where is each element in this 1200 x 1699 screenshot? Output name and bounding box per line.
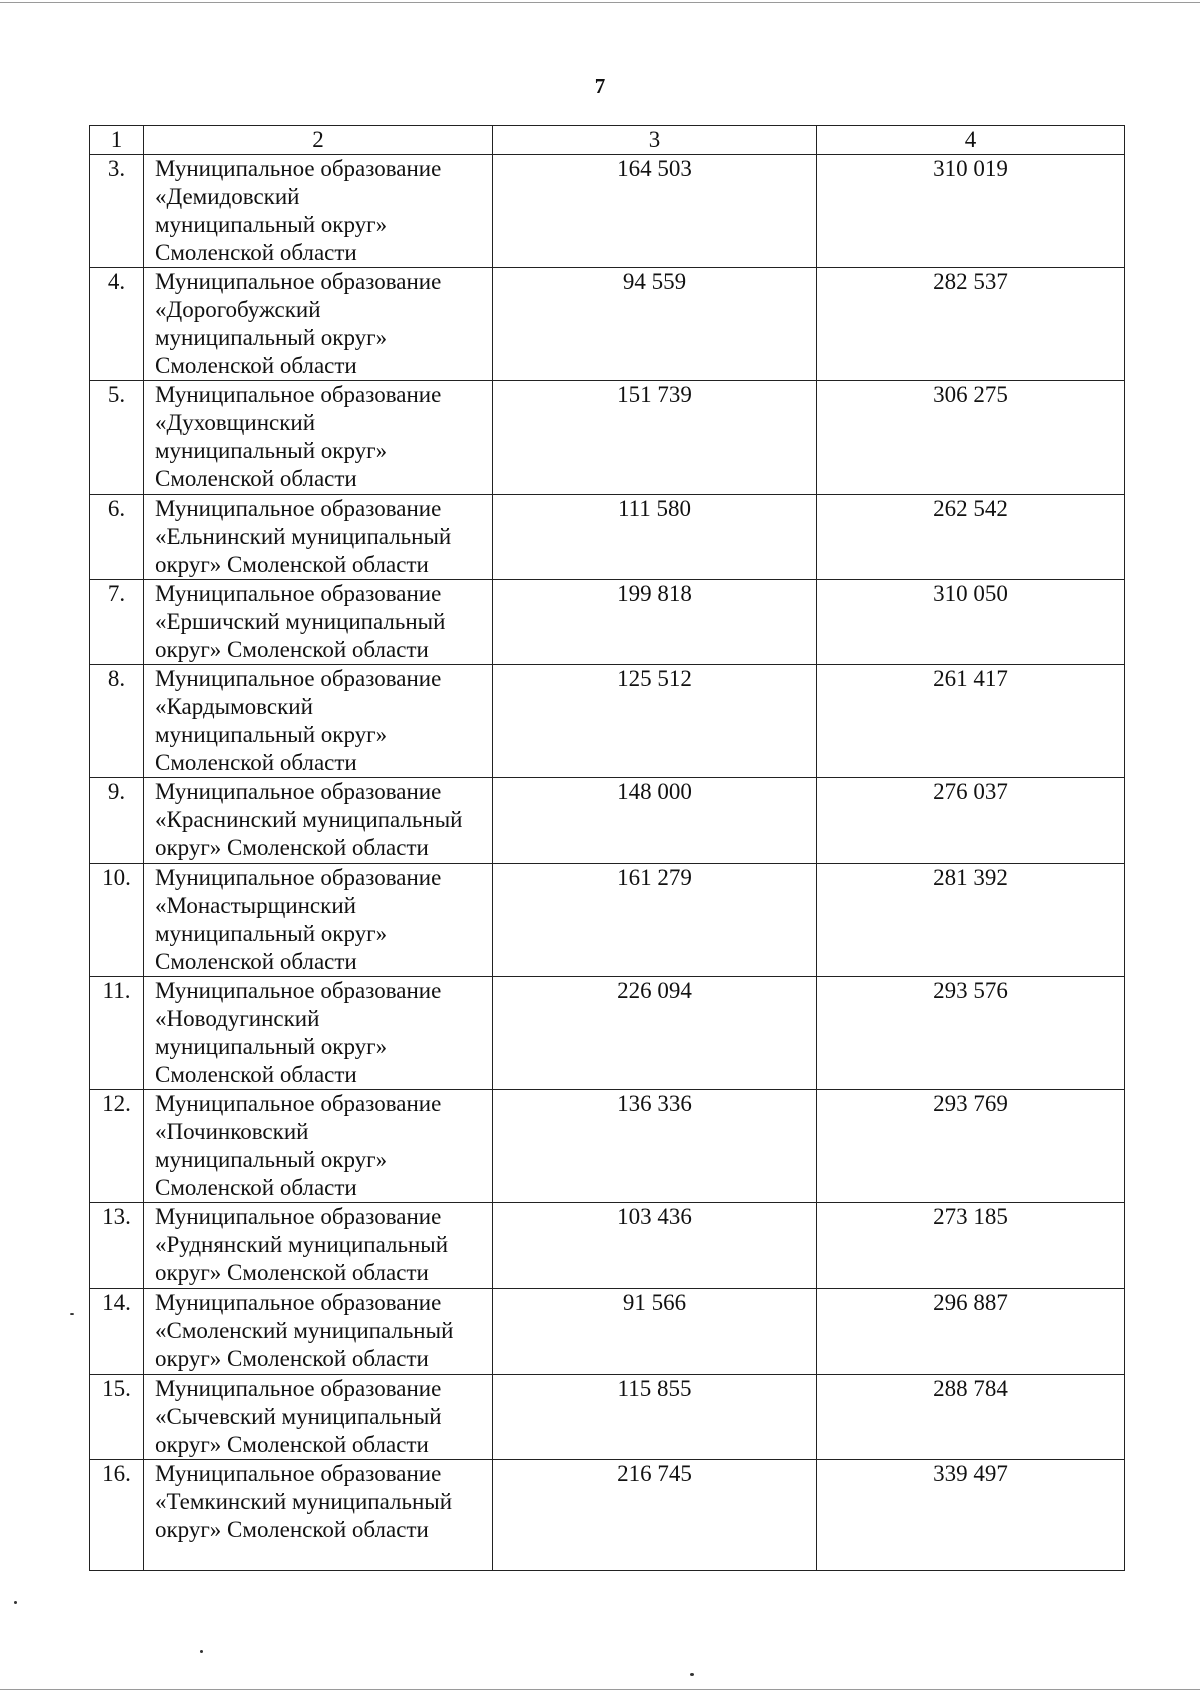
row-number: 16.	[90, 1460, 144, 1571]
column-header-2: 2	[144, 126, 493, 155]
value-column-3: 226 094	[493, 977, 817, 1090]
scan-bottom-edge	[0, 1689, 1200, 1690]
value-column-3: 151 739	[493, 381, 817, 495]
value-column-4: 282 537	[817, 268, 1125, 381]
table-row	[90, 778, 1125, 864]
value-column-3: 111 580	[493, 495, 817, 580]
municipality-name-line: Муниципальное образование	[155, 1204, 442, 1229]
table-row	[90, 977, 1125, 1090]
municipality-name	[144, 1460, 493, 1571]
value-column-4: 306 275	[817, 381, 1125, 495]
municipality-name-line: округ» Смоленской области	[155, 1517, 429, 1542]
municipality-name	[144, 1203, 493, 1289]
municipality-name-line: муниципальный округ»	[155, 325, 388, 350]
municipality-name	[144, 1289, 493, 1375]
value-column-4: 281 392	[817, 864, 1125, 977]
table-row	[90, 268, 1125, 381]
municipality-name-line: Муниципальное образование	[155, 666, 442, 691]
municipality-name-line: «Ельнинский муниципальный	[155, 524, 452, 549]
row-number: 4.	[90, 268, 144, 381]
municipality-name-line: Муниципальное образование	[155, 865, 442, 890]
scan-top-edge	[0, 2, 1200, 3]
municipality-name-line: Муниципальное образование	[155, 382, 442, 407]
municipality-name-line: округ» Смоленской области	[155, 1432, 429, 1457]
municipality-name-line: «Починковский	[155, 1119, 309, 1144]
scan-speck	[690, 1673, 694, 1676]
table-row	[90, 665, 1125, 778]
table-row	[90, 1375, 1125, 1460]
municipality-name	[144, 977, 493, 1090]
scan-speck	[200, 1650, 203, 1653]
value-column-4: 262 542	[817, 495, 1125, 580]
municipality-name-line: округ» Смоленской области	[155, 835, 429, 860]
page-number: 7	[594, 74, 606, 98]
table-row	[90, 155, 1125, 268]
value-column-4: 339 497	[817, 1460, 1125, 1571]
table-row	[90, 864, 1125, 977]
municipality-name-line: Муниципальное образование	[155, 269, 442, 294]
value-column-3: 125 512	[493, 665, 817, 778]
value-column-3: 164 503	[493, 155, 817, 268]
municipality-name	[144, 495, 493, 580]
row-number: 11.	[90, 977, 144, 1090]
municipality-name-line: муниципальный округ»	[155, 1034, 388, 1059]
municipality-name-line: «Новодугинский	[155, 1006, 320, 1031]
municipality-name	[144, 665, 493, 778]
municipality-name-line: муниципальный округ»	[155, 1147, 388, 1172]
value-column-4: 296 887	[817, 1289, 1125, 1375]
value-column-3: 91 566	[493, 1289, 817, 1375]
municipality-name	[144, 580, 493, 665]
municipality-name-line: Смоленской области	[155, 1062, 357, 1087]
municipality-name-line: «Монастырщинский	[155, 893, 356, 918]
municipality-name-line: муниципальный округ»	[155, 921, 388, 946]
municipality-name-line: Муниципальное образование	[155, 496, 442, 521]
value-column-3: 161 279	[493, 864, 817, 977]
scan-speck	[14, 1601, 17, 1604]
municipality-name-line: «Демидовский	[155, 184, 300, 209]
row-number: 14.	[90, 1289, 144, 1375]
table-header-row	[90, 126, 1125, 155]
municipality-name-line: Муниципальное образование	[155, 1376, 442, 1401]
municipality-name-line: Смоленской области	[155, 466, 357, 491]
column-header-4: 4	[817, 126, 1125, 155]
value-column-3: 115 855	[493, 1375, 817, 1460]
row-number: 3.	[90, 155, 144, 268]
value-column-4: 261 417	[817, 665, 1125, 778]
municipality-name-line: округ» Смоленской области	[155, 637, 429, 662]
municipality-name-line: «Дорогобужский	[155, 297, 321, 322]
municipality-name-line: Муниципальное образование	[155, 1091, 442, 1116]
value-column-3: 199 818	[493, 580, 817, 665]
municipality-name	[144, 1090, 493, 1203]
value-column-4: 288 784	[817, 1375, 1125, 1460]
municipality-name-line: Муниципальное образование	[155, 1290, 442, 1315]
column-header-3: 3	[493, 126, 817, 155]
table-row	[90, 1203, 1125, 1289]
table-row	[90, 1090, 1125, 1203]
municipality-name-line: Муниципальное образование	[155, 1461, 442, 1486]
data-table	[89, 125, 1125, 1571]
row-number: 12.	[90, 1090, 144, 1203]
municipality-name	[144, 864, 493, 977]
municipality-name-line: Муниципальное образование	[155, 978, 442, 1003]
value-column-3: 136 336	[493, 1090, 817, 1203]
municipality-name-line: «Краснинский муниципальный	[155, 807, 463, 832]
row-number: 8.	[90, 665, 144, 778]
value-column-4: 276 037	[817, 778, 1125, 864]
municipality-name-line: Смоленской области	[155, 949, 357, 974]
value-column-4: 310 019	[817, 155, 1125, 268]
municipality-name-line: Смоленской области	[155, 353, 357, 378]
municipality-name-line: муниципальный округ»	[155, 722, 388, 747]
municipality-name-line: «Духовщинский	[155, 410, 316, 435]
municipality-name-line: округ» Смоленской области	[155, 1346, 429, 1371]
value-column-3: 103 436	[493, 1203, 817, 1289]
table-row	[90, 495, 1125, 580]
municipality-name-line: округ» Смоленской области	[155, 1260, 429, 1285]
column-header-1: 1	[90, 126, 144, 155]
value-column-4: 310 050	[817, 580, 1125, 665]
row-number: 6.	[90, 495, 144, 580]
municipality-name	[144, 778, 493, 864]
value-column-3: 216 745	[493, 1460, 817, 1571]
municipality-name-line: «Темкинский муниципальный	[155, 1489, 453, 1514]
scan-speck	[70, 1313, 74, 1315]
table-row	[90, 381, 1125, 495]
municipality-name-line: Смоленской области	[155, 1175, 357, 1200]
table-row	[90, 1460, 1125, 1571]
municipality-name-line: «Смоленский муниципальный	[155, 1318, 454, 1343]
table-row	[90, 1289, 1125, 1375]
row-number: 15.	[90, 1375, 144, 1460]
row-number: 5.	[90, 381, 144, 495]
value-column-4: 293 769	[817, 1090, 1125, 1203]
municipality-name-line: Муниципальное образование	[155, 581, 442, 606]
municipality-name	[144, 1375, 493, 1460]
municipality-name-line: Муниципальное образование	[155, 156, 442, 181]
municipality-name-line: Смоленской области	[155, 750, 357, 775]
municipality-name-line: Смоленской области	[155, 240, 357, 265]
municipality-name-line: Муниципальное образование	[155, 779, 442, 804]
municipality-name	[144, 381, 493, 495]
table-row	[90, 580, 1125, 665]
municipality-name-line: муниципальный округ»	[155, 212, 388, 237]
value-column-4: 273 185	[817, 1203, 1125, 1289]
municipality-name-line: «Руднянский муниципальный	[155, 1232, 449, 1257]
row-number: 10.	[90, 864, 144, 977]
municipality-name	[144, 268, 493, 381]
municipality-name-line: муниципальный округ»	[155, 438, 388, 463]
value-column-3: 148 000	[493, 778, 817, 864]
row-number: 7.	[90, 580, 144, 665]
row-number: 9.	[90, 778, 144, 864]
value-column-4: 293 576	[817, 977, 1125, 1090]
municipality-name-line: «Кардымовский	[155, 694, 313, 719]
value-column-3: 94 559	[493, 268, 817, 381]
municipality-name-line: «Сычевский муниципальный	[155, 1404, 442, 1429]
row-number: 13.	[90, 1203, 144, 1289]
municipality-name	[144, 155, 493, 268]
municipality-name-line: «Ершичский муниципальный	[155, 609, 446, 634]
municipality-name-line: округ» Смоленской области	[155, 552, 429, 577]
